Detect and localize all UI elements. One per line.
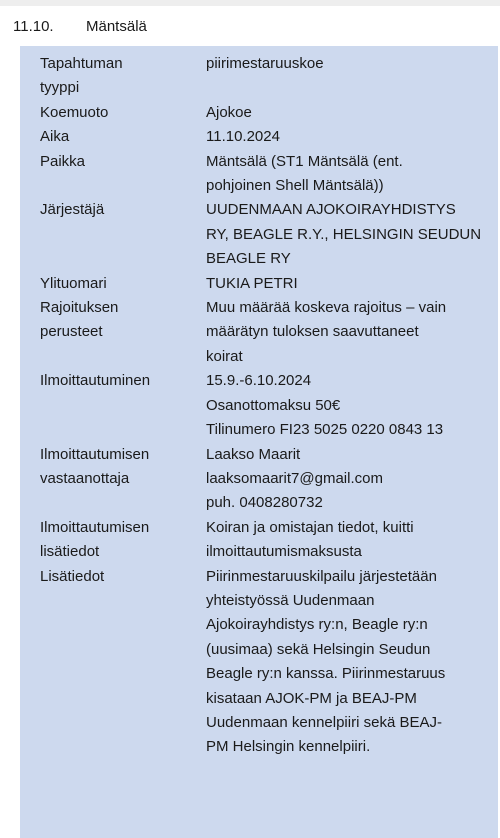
detail-value-line: 15.9.-6.10.2024 [206, 372, 312, 390]
detail-row [20, 516, 498, 565]
detail-row [20, 443, 498, 516]
detail-row [20, 296, 498, 369]
detail-label [20, 150, 206, 199]
detail-label-line: perusteet [40, 323, 103, 341]
event-details-table [20, 46, 498, 838]
detail-label-line: Rajoituksen [40, 299, 119, 317]
detail-label [20, 52, 206, 101]
detail-value-line: Mäntsälä (ST1 Mäntsälä (ent. [206, 152, 403, 170]
detail-label-line: Tapahtuman [40, 55, 123, 72]
detail-value-line: BEAGLE RY [206, 250, 291, 268]
detail-value-line: RY, BEAGLE R.Y., HELSINGIN SEUDUN [206, 225, 482, 243]
detail-label-line: Ilmoittautumisen [40, 445, 150, 463]
detail-label-line: Ilmoittautumisen [40, 518, 150, 536]
detail-row [20, 369, 498, 442]
detail-value [206, 125, 494, 149]
detail-label-line: lisätiedot [40, 543, 100, 561]
detail-label-line: Järjestäjä [40, 201, 105, 219]
detail-row [20, 52, 498, 101]
event-location: Mäntsälä [86, 17, 147, 35]
detail-value [206, 101, 494, 125]
detail-value-line: TUKIA PETRI [206, 274, 298, 292]
detail-label-line: Lisätiedot [40, 567, 105, 585]
detail-value-line: PM Helsingin kennelpiiri. [206, 738, 371, 756]
detail-row [20, 101, 498, 125]
detail-label-line: vastaanottaja [40, 469, 130, 487]
detail-row [20, 150, 498, 199]
detail-value [206, 198, 494, 271]
detail-value [206, 296, 494, 369]
detail-value-line: 11.10.2024 [206, 128, 280, 146]
detail-value-line: pohjoinen Shell Mäntsälä)) [206, 177, 384, 195]
detail-value-line: yhteistyössä Uudenmaan [206, 591, 375, 609]
detail-value-line: piirimestaruuskoe [206, 55, 324, 72]
detail-value-line: koirat [206, 347, 243, 365]
detail-label [20, 516, 206, 565]
detail-label [20, 125, 206, 149]
detail-value [206, 150, 494, 199]
detail-value [206, 565, 494, 760]
detail-value-line: (uusimaa) sekä Helsingin Seudun [206, 640, 431, 658]
detail-label [20, 198, 206, 271]
detail-label [20, 272, 206, 296]
detail-row [20, 565, 498, 760]
detail-label-line: Aika [40, 128, 70, 146]
detail-value-line: Laakso Maarit [206, 445, 301, 463]
detail-label [20, 443, 206, 516]
detail-label [20, 296, 206, 369]
detail-value-line: laaksomaarit7@gmail.com [206, 469, 383, 487]
detail-label-line: Ilmoittautuminen [40, 372, 151, 390]
detail-value-line: kisataan AJOK-PM ja BEAJ-PM [206, 689, 417, 707]
detail-label-line: Ylituomari [40, 274, 107, 292]
detail-value-line: Beagle ry:n kanssa. Piirinmestaruus [206, 665, 446, 683]
detail-label-line: tyyppi [40, 79, 80, 97]
detail-value-line: ilmoittautumismaksusta [206, 543, 362, 561]
detail-value-line: puh. 0408280732 [206, 494, 323, 512]
detail-value-line: Tilinumero FI23 5025 0220 0843 13 [206, 421, 444, 439]
detail-value [206, 369, 494, 442]
detail-value-line: Muu määrää koskeva rajoitus – vain [206, 299, 447, 317]
event-header [0, 6, 500, 46]
detail-row [20, 272, 498, 296]
detail-value-line: Uudenmaan kennelpiiri sekä BEAJ- [206, 713, 442, 731]
detail-label [20, 101, 206, 125]
detail-value-line: Osanottomaksu 50€ [206, 396, 341, 414]
event-date: 11.10. [13, 17, 54, 35]
detail-value [206, 52, 494, 101]
detail-value-line: määrätyn tuloksen saavuttaneet [206, 323, 419, 341]
detail-label-line: Koemuoto [40, 103, 109, 121]
detail-value-line: Ajokoirayhdistys ry:n, Beagle ry:n [206, 616, 428, 634]
detail-label-line: Paikka [40, 152, 86, 170]
detail-row [20, 125, 498, 149]
detail-label [20, 565, 206, 760]
detail-value-line: Ajokoe [206, 103, 252, 121]
detail-label [20, 369, 206, 442]
detail-value-line: Piirinmestaruuskilpailu järjestetään [206, 567, 437, 585]
detail-value [206, 443, 494, 516]
detail-row [20, 198, 498, 271]
detail-value-line: Koiran ja omistajan tiedot, kuitti [206, 518, 414, 536]
detail-value [206, 516, 494, 565]
detail-value [206, 272, 494, 296]
detail-value-line: UUDENMAAN AJOKOIRAYHDISTYS [206, 201, 456, 219]
